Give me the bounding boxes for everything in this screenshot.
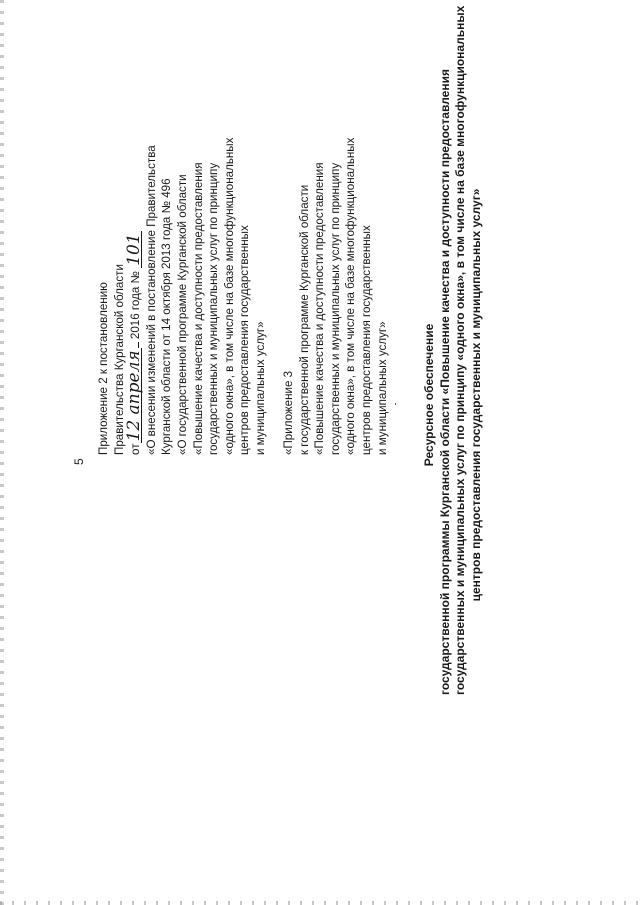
decree-header	[96, 138, 269, 455]
decree-body-line: государственных и муниципальных услуг по принципу	[207, 162, 221, 455]
title-line: центров предоставления государственных и муниципальных услуг»	[468, 188, 483, 602]
handwritten-date: 12 апреля	[124, 350, 145, 442]
decree-line: Приложение 2 к постановлению	[97, 282, 110, 455]
decree-date-line	[124, 138, 145, 455]
title-line: государственной программы Курганской области «Повышение качества и доступности предоставления	[437, 69, 452, 695]
appendix-line: и муниципальных услуг»	[375, 321, 389, 455]
appendix-line: центров предоставления государственных	[359, 225, 373, 455]
decree-body-line: «О внесении изменений в постановление Правительства	[144, 145, 158, 455]
scan-speck	[395, 403, 396, 405]
decree-body-line: «О государственной программе Курганской области	[175, 174, 189, 455]
document-title	[422, 5, 484, 695]
title-line: государственных и муниципальных услуг по принципу «одного окна», в том числе на базе многофункциональных	[453, 5, 468, 695]
page-number: 5	[72, 458, 86, 465]
scan-edge-left	[0, 0, 4, 905]
scan-edge-top	[0, 901, 640, 905]
decree-line: Правительства Курганской области	[112, 264, 126, 455]
appendix-line: «Приложение 3	[282, 370, 295, 455]
decree-body-line: и муниципальных услуг»	[253, 321, 267, 455]
appendix-header	[281, 138, 390, 455]
date-prefix: от	[129, 443, 143, 455]
handwritten-number: 101	[124, 233, 145, 266]
decree-body-line: «одного окна», в том числе на базе многофункциональных	[222, 137, 236, 455]
date-underline	[138, 342, 139, 348]
date-year: 2016 года №	[129, 271, 143, 340]
decree-body-line: «Повышение качества и доступности предоставления	[191, 162, 205, 455]
appendix-line: государственных и муниципальных услуг по принципу	[328, 162, 342, 455]
decree-body-line: центров предоставления государственных	[238, 225, 252, 455]
decree-body-line: Курганской области от 14 октября 2013 года № 496	[160, 178, 174, 455]
appendix-line: к государственной программе Курганской области	[297, 184, 311, 455]
appendix-line: «одного окна», в том числе на базе многофункциональных	[344, 137, 358, 455]
appendix-line: «Повышение качества и доступности предоставления	[313, 162, 327, 455]
title-line: Ресурсное обеспечение	[422, 323, 436, 467]
